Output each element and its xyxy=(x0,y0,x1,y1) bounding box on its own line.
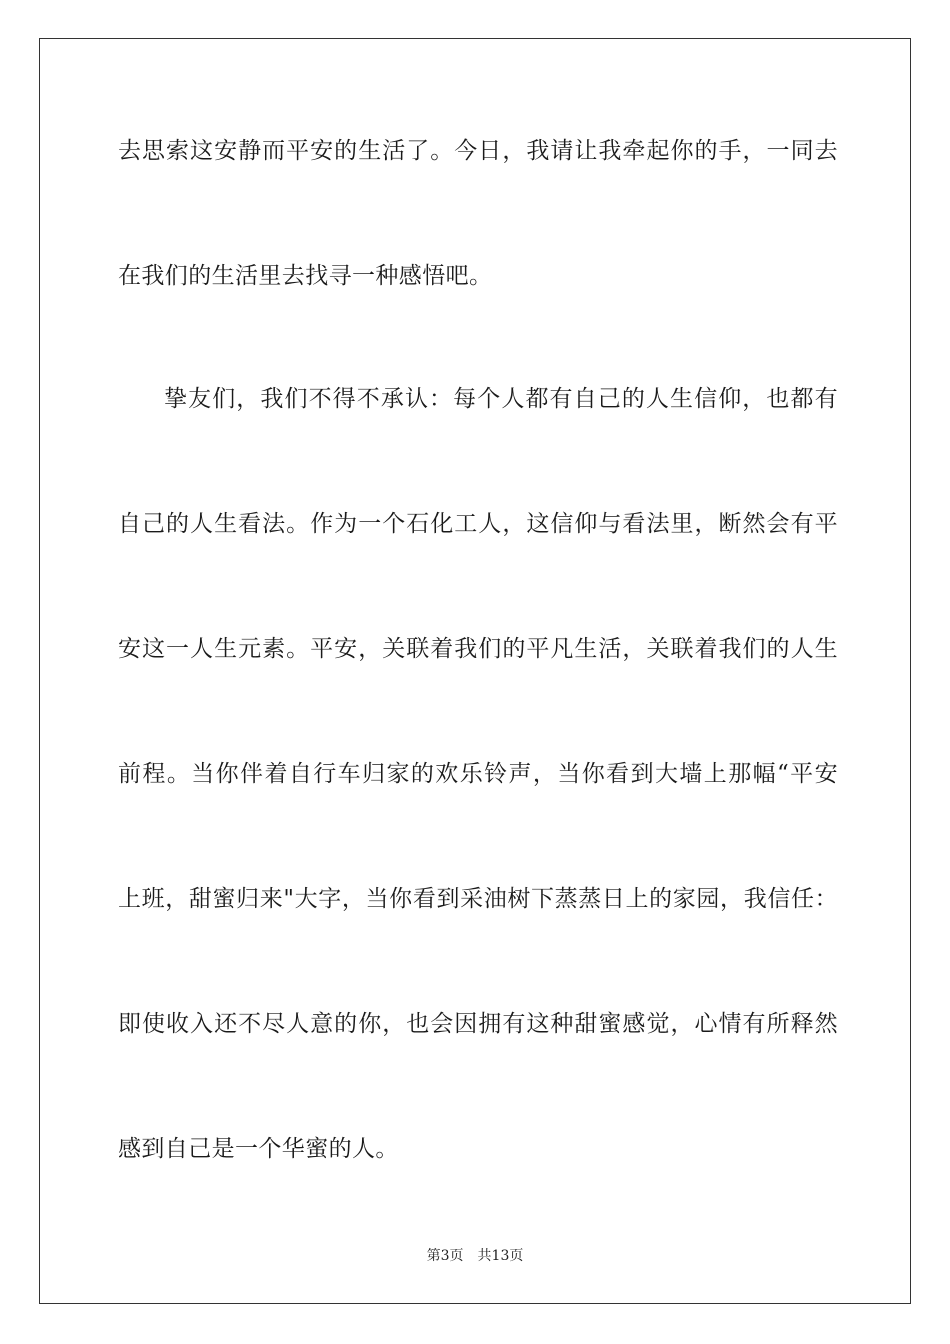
text-line: 在我们的生活里去找寻一种感悟吧。 xyxy=(118,263,493,289)
text-line: 前程。当你伴着自行车归家的欢乐铃声，当你看到大墙上那幅“平安 xyxy=(118,761,838,787)
page-border xyxy=(39,38,911,1304)
paragraph-first-line: 挚友们，我们不得不承认：每个人都有自己的人生信仰，也都有 xyxy=(164,386,838,412)
page-total: 共13页 xyxy=(477,1248,524,1264)
page-footer xyxy=(0,1247,950,1265)
text-line: 即使收入还不尽人意的你，也会因拥有这种甜蜜感觉，心情有所释然 xyxy=(118,1011,838,1037)
text-line: 安这一人生元素。平安，关联着我们的平凡生活，关联着我们的人生 xyxy=(118,636,838,662)
text-line: 感到自己是一个华蜜的人。 xyxy=(118,1136,399,1162)
text-line: 去思索这安静而平安的生活了。今日，我请让我牵起你的手，一同去 xyxy=(118,138,838,164)
page-number: 第3页 xyxy=(426,1248,464,1264)
text-line: 自己的人生看法。作为一个石化工人，这信仰与看法里，断然会有平 xyxy=(118,511,838,537)
text-line: 上班，甜蜜归来"大字，当你看到采油树下蒸蒸日上的家园，我信任： xyxy=(118,886,838,912)
